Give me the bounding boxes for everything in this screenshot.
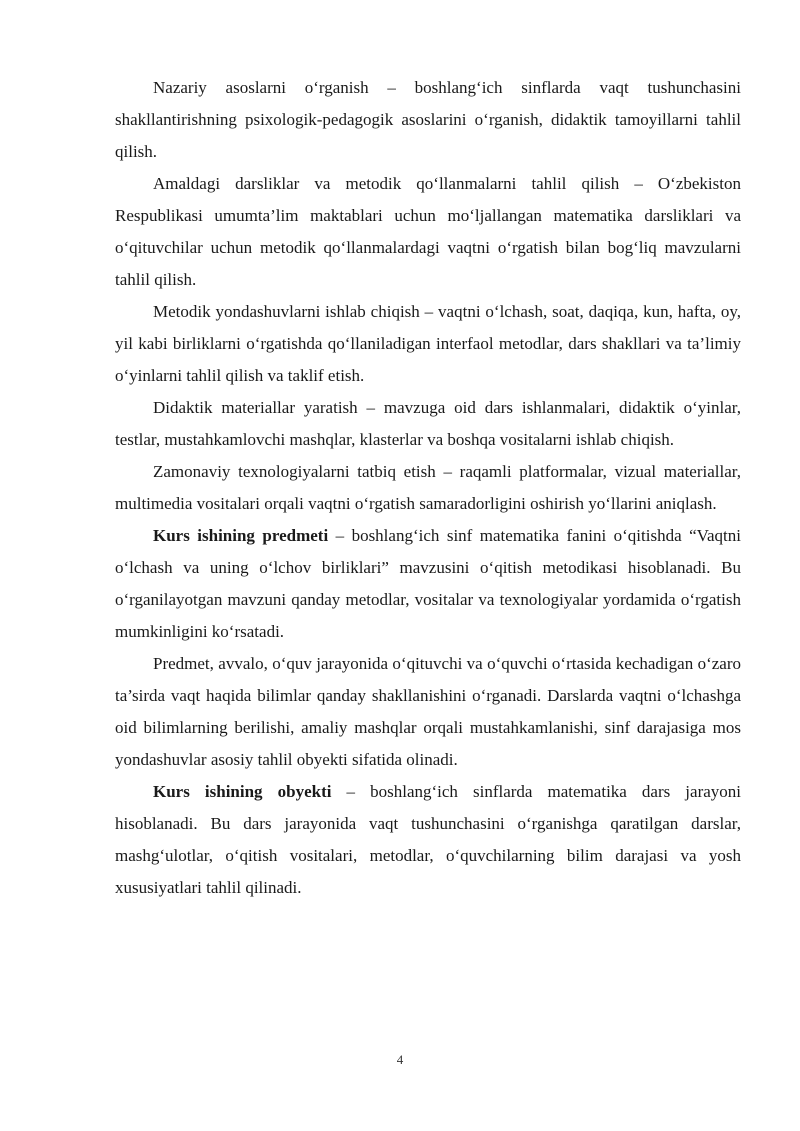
paragraph-lead: Kurs ishining predmeti [153,526,329,545]
paragraph-lead: Kurs ishining obyekti [153,782,332,801]
paragraph-textbook-analysis [115,168,741,296]
body-text [115,72,741,904]
paragraph-text: Nazariy asoslarni o‘rganish – boshlang‘ich sinflarda vaqt tushunchasini shakllantirishning psixologik-pedagogik asoslarini o‘rganish, didaktik tamoyillarni tahlil qilish. [115,78,741,161]
paragraph-text: Predmet, avvalo, o‘quv jarayonida o‘qituvchi va o‘quvchi o‘rtasida kechadigan o‘zaro ta’sirda vaqt haqida bilimlar qanday shakllanishini o‘rganadi. Darslarda vaqtni o‘lchashga oid bilimlarning berilishi, amaliy mashqlar orqali mustahkamlanishi, sinf darajasiga mos yondashuvlar asosiy tahlil obyekti sifatida olinadi. [115,654,741,769]
paragraph-course-object [115,776,741,904]
paragraph-text: – boshlang‘ich sinflarda matematika dars jarayoni hisoblanadi. Bu dars jarayonida vaqt tushunchasini o‘rganishga qaratilgan darslar, mashg‘ulotlar, o‘qitish vositalari, metodlar, o‘quvchilarning bilim darajasi va yosh xususiyatlari tahlil qilinadi. [115,782,741,897]
paragraph-text: Zamonaviy texnologiyalarni tatbiq etish – raqamli platformalar, vizual materiallar, multimedia vositalari orqali vaqtni o‘rgatish samaradorligini oshirish yo‘llarini aniqlash. [115,462,741,513]
paragraph-modern-technologies [115,456,741,520]
paragraph-text: – boshlang‘ich sinf matematika fanini o‘qitishda “Vaqtni o‘lchash va uning o‘lchov birliklari” mavzusini o‘qitish metodikasi hisoblanadi. Bu o‘rganilayotgan mavzuni qanday metodlar, vositalar va texnologiyalar yordamida o‘rgatish mumkinligini ko‘rsatadi. [115,526,741,641]
paragraph-course-subject [115,520,741,648]
page-number: 4 [396,1052,404,1067]
paragraph-subject-details [115,648,741,776]
paragraph-theoretical-basis [115,72,741,168]
paragraph-text: Metodik yondashuvlarni ishlab chiqish – vaqtni o‘lchash, soat, daqiqa, kun, hafta, oy, yil kabi birliklarni o‘rgatishda qo‘llaniladigan interfaol metodlar, dars shakllari va ta’limiy o‘yinlarni tahlil qilish va taklif etish. [115,302,741,385]
paragraph-methodical-approaches [115,296,741,392]
paragraph-text: Amaldagi darsliklar va metodik qo‘llanmalarni tahlil qilish – O‘zbekiston Respublikasi umumta’lim maktablari uchun mo‘ljallangan matematika darsliklari va o‘qituvchilar uchun metodik qo‘llanmalardagi vaqtni o‘rgatish bilan bog‘liq mavzularni tahlil qilish. [115,174,741,289]
paragraph-didactic-materials [115,392,741,456]
paragraph-text: Didaktik materiallar yaratish – mavzuga oid dars ishlanmalari, didaktik o‘yinlar, testlar, mustahkamlovchi mashqlar, klasterlar va boshqa vositalarni ishlab chiqish. [115,398,741,449]
